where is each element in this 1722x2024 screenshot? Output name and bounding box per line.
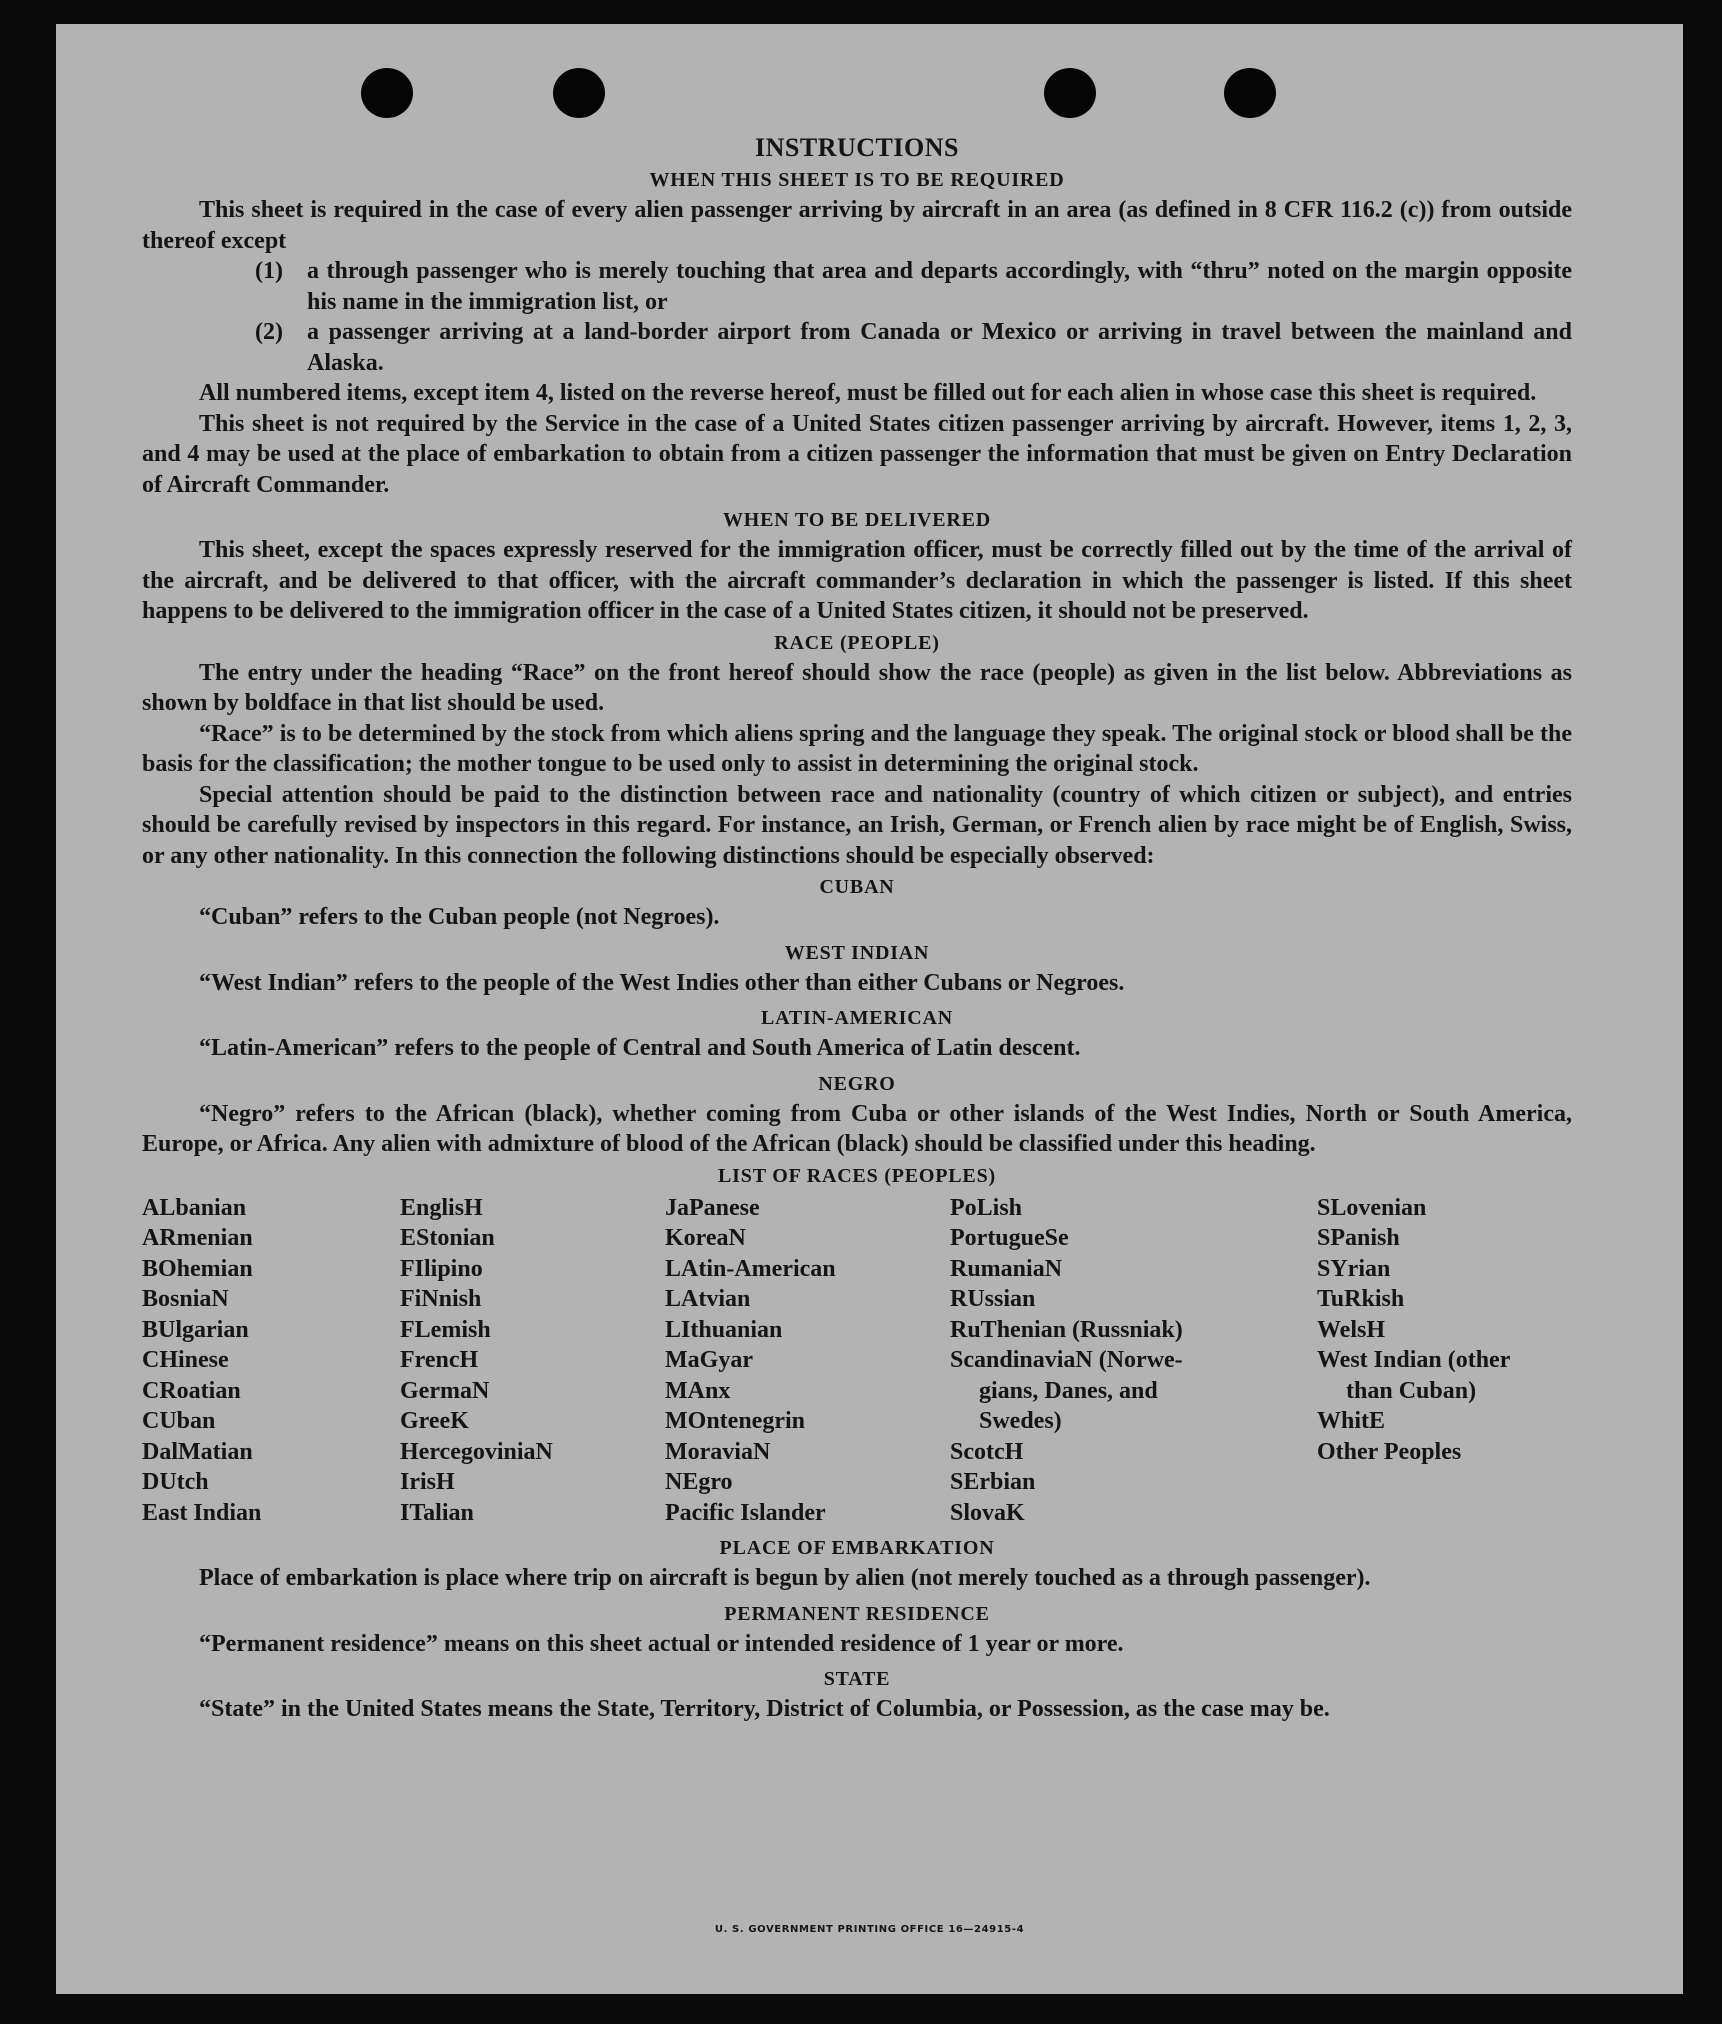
race-item: MOntenegrin xyxy=(665,1408,805,1434)
section-heading: PLACE OF EMBARKATION xyxy=(719,1537,995,1559)
race-item: KoreaN xyxy=(665,1225,746,1251)
race-item: CUban xyxy=(142,1408,216,1434)
race-item: MoraviaN xyxy=(665,1438,771,1465)
race-item: gians, Danes, and xyxy=(979,1377,1158,1404)
paragraph: Place of embarkation is place where trip on aircraft is begun by alien (not merely touched as a through passenger). xyxy=(199,1565,1371,1591)
race-item: DUtch xyxy=(142,1469,209,1495)
race-item: SErbian xyxy=(950,1469,1036,1495)
paragraph: “West Indian” refers to the people of the West Indies other than either Cubans or Negroes. xyxy=(199,969,1125,996)
printer-imprint: U. S. GOVERNMENT PRINTING OFFICE 16—24915-4 xyxy=(714,1924,1025,1935)
race-item: LIthuanian xyxy=(665,1316,783,1343)
paragraph: Special attention should be paid to the distinction between race and nationality (country of which citizen or subject), and entries should be carefully revised by inspectors in this regard. For instance, an Irish, German, or French alien by race might be of English, Swiss, or any other nationality. In this connection the following distinctions should be especially observed: xyxy=(142,781,1572,869)
race-item: CRoatian xyxy=(142,1377,241,1404)
page-title: INSTRUCTIONS xyxy=(755,133,959,162)
race-item: BUlgarian xyxy=(142,1316,249,1343)
race-item: PoLish xyxy=(950,1194,1023,1221)
instructions-content xyxy=(142,106,1572,1725)
section-heading: STATE xyxy=(823,1668,891,1690)
race-item: EnglisH xyxy=(400,1194,483,1221)
race-item: RumaniaN xyxy=(950,1255,1063,1282)
item-number: (1) xyxy=(255,258,283,284)
exception-item xyxy=(255,317,1572,378)
race-item: BosniaN xyxy=(142,1286,229,1312)
race-item: CHinese xyxy=(142,1347,229,1373)
exception-item xyxy=(255,256,1572,317)
item-number: (2) xyxy=(255,319,283,345)
race-item: SlovaK xyxy=(950,1499,1025,1526)
paragraph: “Cuban” refers to the Cuban people (not Negroes). xyxy=(199,904,720,930)
race-item: HercegoviniaN xyxy=(400,1438,553,1465)
section-heading: LATIN-AMERICAN xyxy=(761,1007,953,1029)
race-item: than Cuban) xyxy=(1346,1377,1477,1404)
paragraph: This sheet is required in the case of every alien passenger arriving by aircraft in an area (as defined in 8 CFR 116.2 (c)) from outside thereof except xyxy=(142,197,1572,254)
race-item: SLovenian xyxy=(1317,1194,1427,1221)
race-item: Swedes) xyxy=(979,1408,1062,1434)
race-item: FrencH xyxy=(400,1347,479,1373)
race-item: ITalian xyxy=(400,1499,474,1526)
race-item: ScandinaviaN (Norwe- xyxy=(950,1347,1183,1373)
race-item: JaPanese xyxy=(665,1194,760,1221)
item-text: a through passenger who is merely touching that area and departs accordingly, with “thru” noted on the margin opposite his name in the immigration list, or xyxy=(307,258,1572,315)
race-item: ScotcH xyxy=(950,1438,1024,1465)
paragraph: This sheet, except the spaces expressly reserved for the immigration officer, must be correctly filled out by the time of the arrival of the aircraft, and be delivered to that officer, with the aircraft commander’s declaration in which the passenger is listed. If this sheet happens to be delivered to the immigration officer in the case of a United States citizen, it should not be preserved. xyxy=(142,537,1572,624)
race-item: ARmenian xyxy=(142,1225,253,1251)
race-item: RuThenian (Russniak) xyxy=(950,1316,1183,1343)
race-item: West Indian (other xyxy=(1317,1347,1511,1373)
race-item: SYrian xyxy=(1317,1255,1391,1282)
section-heading: WEST INDIAN xyxy=(784,941,930,964)
race-column xyxy=(1317,1193,1572,1529)
item-text: a passenger arriving at a land-border airport from Canada or Mexico or arriving in travel between the mainland and Alaska. xyxy=(307,319,1572,376)
race-item: LAtin-American xyxy=(665,1255,836,1282)
section-heading: PERMANENT RESIDENCE xyxy=(724,1602,990,1625)
race-item: WhitE xyxy=(1317,1408,1386,1434)
race-item: SPanish xyxy=(1317,1225,1400,1251)
race-item: NEgro xyxy=(665,1469,733,1495)
race-item: Pacific Islander xyxy=(665,1499,826,1526)
race-column xyxy=(400,1193,665,1529)
race-item: BOhemian xyxy=(142,1255,253,1282)
race-item: PortugueSe xyxy=(950,1225,1069,1251)
race-item: MAnx xyxy=(665,1377,731,1404)
race-item: GreeK xyxy=(400,1408,469,1434)
paragraph: “State” in the United States means the State, Territory, District of Columbia, or Possession, as the case may be. xyxy=(199,1696,1330,1722)
race-column xyxy=(142,1193,400,1529)
race-column xyxy=(950,1193,1317,1529)
race-item: East Indian xyxy=(142,1499,262,1526)
document-sheet xyxy=(56,24,1683,1994)
race-item: FLemish xyxy=(400,1316,491,1343)
paragraph: All numbered items, except item 4, listed on the reverse hereof, must be filled out for each alien in whose case this sheet is required. xyxy=(199,380,1537,406)
paragraph: “Permanent residence” means on this sheet actual or intended residence of 1 year or more. xyxy=(199,1630,1124,1657)
section-heading: WHEN TO BE DELIVERED xyxy=(722,509,992,531)
race-item: WelsH xyxy=(1317,1316,1386,1343)
race-item: IrisH xyxy=(400,1469,455,1495)
race-list xyxy=(142,1193,1572,1529)
paragraph: “Negro” refers to the African (black), whether coming from Cuba or other islands of the West Indies, North or South America, Europe, or Africa. Any alien with admixture of blood of the African (black) should be classified under this heading. xyxy=(142,1100,1572,1157)
race-item: FiNnish xyxy=(400,1286,482,1312)
paragraph: This sheet is not required by the Service in the case of a United States citizen passenger arriving by aircraft. However, items 1, 2, 3, and 4 may be used at the place of embarkation to obtain from a citizen passenger the information that must be given on Entry Declaration of Aircraft Commander. xyxy=(142,410,1572,498)
section-heading: NEGRO xyxy=(818,1072,896,1095)
paragraph: “Race” is to be determined by the stock from which aliens spring and the language they speak. The original stock or blood shall be the basis for the classification; the mother tongue to be used only to assist in determining the original stock. xyxy=(142,720,1572,777)
race-item: TuRkish xyxy=(1317,1286,1405,1312)
race-item: RUssian xyxy=(950,1286,1036,1312)
paragraph: “Latin-American” refers to the people of Central and South America of Latin descent. xyxy=(199,1035,1081,1061)
race-item: DalMatian xyxy=(142,1438,253,1465)
section-heading: LIST OF RACES (PEOPLES) xyxy=(718,1164,996,1187)
race-item: ALbanian xyxy=(142,1194,247,1221)
race-item: FIlipino xyxy=(400,1255,483,1282)
section-heading: CUBAN xyxy=(819,876,895,898)
race-item: EStonian xyxy=(400,1225,495,1251)
paragraph: The entry under the heading “Race” on the front hereof should show the race (people) as given in the list below. Abbreviations as shown by boldface in that list should be used. xyxy=(142,659,1572,716)
section-heading: RACE (PEOPLE) xyxy=(774,631,940,654)
race-item: MaGyar xyxy=(665,1347,753,1373)
race-column xyxy=(665,1193,950,1529)
section-heading: WHEN THIS SHEET IS TO BE REQUIRED xyxy=(649,169,1065,191)
race-item: LAtvian xyxy=(665,1286,751,1312)
race-item: GermaN xyxy=(400,1377,490,1404)
race-item: Other Peoples xyxy=(1317,1438,1462,1465)
